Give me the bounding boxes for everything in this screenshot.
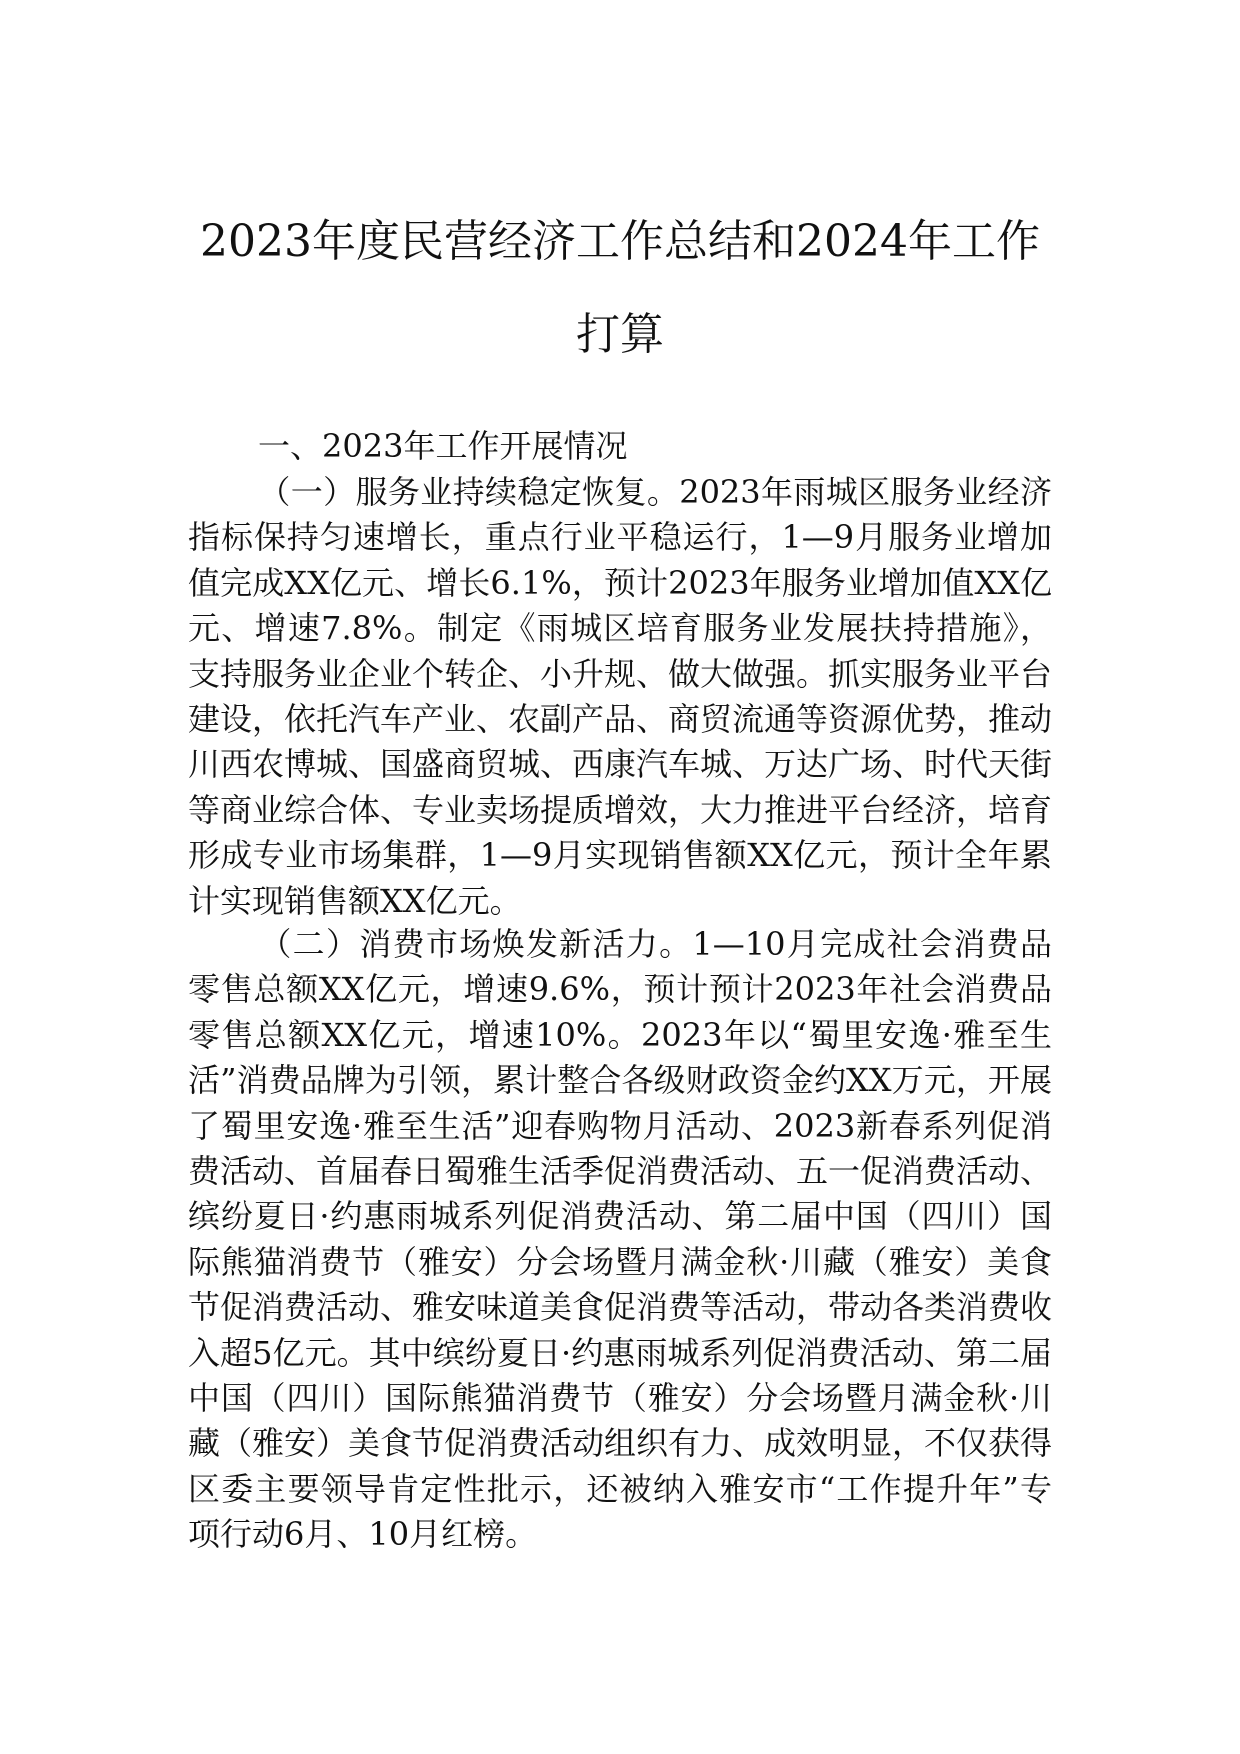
section-heading: 一、2023年工作开展情况 (258, 427, 628, 465)
paragraph-service-industry (188, 470, 1052, 924)
paragraph-text: （二）消费市场焕发新活力。1—10月完成社会消费品零售总额XX亿元，增速9.6%，预计预计2023年社会消费品零售总额XX亿元，增速10%。2023年以“蜀里安逸·雅至生活”消费品牌为引领，累计整合各级财政资金约XX万元，开展了蜀里安逸·雅至生活”迎春购物月活动、2023新春系列促消费活动、首届春日蜀雅生活季促消费活动、五一促消费活动、缤纷夏日·约惠雨城系列促消费活动、第二届中国（四川）国际熊猫消费节（雅安）分会场暨月满金秋·川藏（雅安）美食节促消费活动、雅安味道美食促消费等活动，带动各类消费收入超5亿元。其中缤纷夏日·约惠雨城系列促消费活动、第二届中国（四川）国际熊猫消费节（雅安）分会场暨月满金秋·川藏（雅安）美食节促消费活动组织有力、成效明显，不仅获得区委主要领导肯定性批示，还被纳入雅安市“工作提升年”专项行动6月、10月红榜。 (188, 925, 1053, 1554)
paragraph-consumer-market (188, 922, 1052, 1558)
document-title-line-1: 2023年度民营经济工作总结和2024年工作 (200, 216, 1040, 267)
document-title-line-2: 打算 (576, 309, 664, 360)
paragraph-text: （一）服务业持续稳定恢复。2023年雨城区服务业经济指标保持匀速增长，重点行业平稳运行，1—9月服务业增加值完成XX亿元、增长6.1%，预计2023年服务业增加值XX亿元、增速7.8%。制定《雨城区培育服务业发展扶持措施》，支持服务业企业个转企、小升规、做大做强。抓实服务业平台建设，依托汽车产业、农副产品、商贸流通等资源优势，推动川西农博城、国盛商贸城、西康汽车城、万达广场、时代天街等商业综合体、专业卖场提质增效，大力推进平台经济，培育形成专业市场集群，1—9月实现销售额XX亿元，预计全年累计实现销售额XX亿元。 (188, 473, 1053, 920)
